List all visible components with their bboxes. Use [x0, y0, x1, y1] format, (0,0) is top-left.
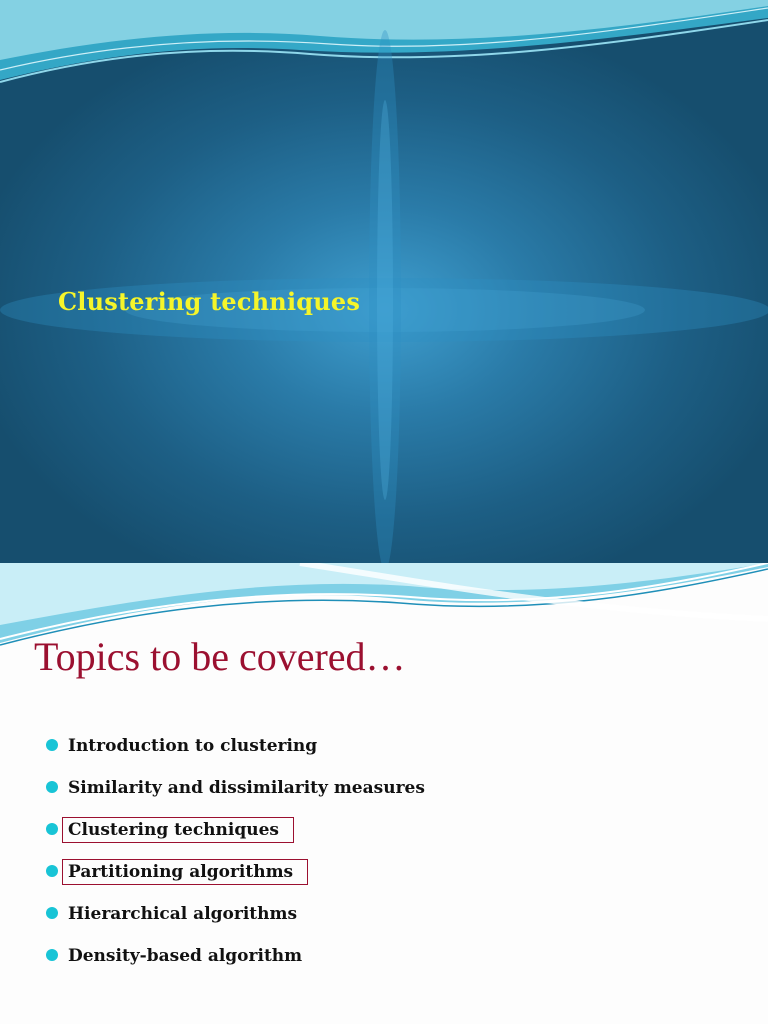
bullet-dot-icon — [46, 907, 58, 919]
bullet-dot-icon — [46, 739, 58, 751]
topics-slide — [0, 563, 768, 1024]
title-slide-heading: Clustering techniques — [58, 287, 361, 316]
bullet-text: Hierarchical algorithms — [68, 904, 298, 924]
bullet-dot-icon — [46, 865, 58, 877]
bullet-dot-icon — [46, 781, 58, 793]
topics-heading: Topics to be covered… — [34, 634, 406, 679]
bullet-dot-icon — [46, 823, 58, 835]
bullet-dot-icon — [46, 949, 58, 961]
bullet-text: Density-based algorithm — [68, 946, 303, 966]
bullet-text: Partitioning algorithms — [62, 859, 308, 885]
bullet-text: Similarity and dissimilarity measures — [68, 778, 425, 798]
bullet-text: Introduction to clustering — [68, 736, 318, 756]
bullet-text: Clustering techniques — [62, 817, 294, 843]
